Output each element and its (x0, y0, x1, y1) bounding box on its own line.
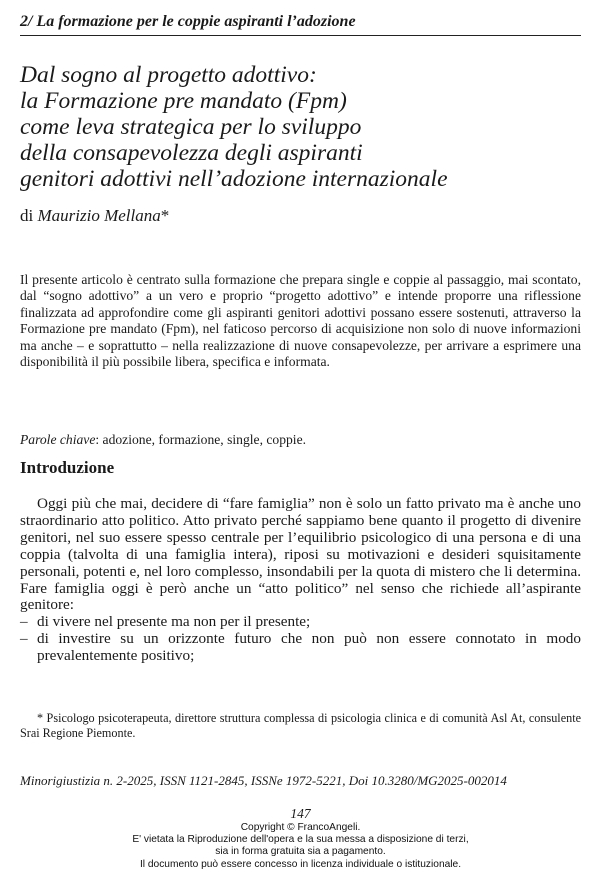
list-dash: – (20, 630, 28, 648)
dash-list (20, 614, 581, 665)
introduction-heading: Introduzione (20, 458, 115, 477)
copyright-line: sia in forma gratuita sia a pagamento. (215, 846, 386, 858)
copyright-line: E' vietata la Riproduzione dell'opera e la sua messa a disposizione di terzi, (132, 834, 469, 846)
list-item (20, 614, 581, 631)
list-item (20, 631, 581, 665)
keywords (20, 432, 581, 448)
copyright-line: Copyright © FrancoAngeli. (240, 822, 361, 833)
introduction-body (20, 496, 581, 665)
keywords-text: : adozione, formazione, single, coppie. (95, 432, 307, 447)
list-item-text: di investire su un orizzonte futuro che non può non essere connotato in modo prevalentemente positivo; (37, 630, 581, 665)
title-line: la Formazione pre mandato (Fpm) (20, 88, 347, 114)
byline (20, 206, 169, 226)
title-line: della consapevolezza degli aspiranti (20, 140, 363, 166)
copyright-line: Il documento può essere concesso in licenza individuale o istituzionale. (139, 858, 462, 870)
body-paragraph: Oggi più che mai, decidere di “fare famiglia” non è solo un fatto privato ma è anche uno straordinario atto politico. Atto privato perché sappiamo bene quanto il progetto di divenire genitori, nel suo essere spesso centrale per l’equilibrio psicologico di una persona e di una coppia (talvolta di una famiglia intera), riposi su motivazioni e desideri squisitamente personali, potenti e, nel loro complesso, insondabili per la quota di mistero che li determina. Fare famiglia oggi è però anche un “atto politico” nel senso che richiede all’aspirante genitore: (20, 495, 581, 614)
footnote-marker: * (160, 206, 170, 225)
keywords-label: Parole chiave (20, 432, 96, 447)
list-dash: – (20, 613, 28, 631)
journal-reference: Minorigiustizia n. 2-2025, ISSN 1121-2845, ISSNe 1972-5221, Doi 10.3280/MG2025-002014 (20, 773, 507, 788)
section-header: 2/ La formazione per le coppie aspiranti l’adozione (20, 12, 581, 36)
title-line: Dal sogno al progetto adottivo: (20, 62, 317, 88)
copyright-notice (20, 822, 581, 871)
byline-prefix: di (20, 206, 34, 225)
author-name: Maurizio Mellana (37, 206, 161, 225)
article-title (20, 62, 581, 192)
page-number: 147 (290, 806, 311, 821)
author-footnote: * Psicologo psicoterapeuta, direttore struttura complessa di psicologia clinica e di comunità Asl At, consulente Srai Regione Piemonte. (20, 711, 581, 740)
title-line: genitori adottivi nell’adozione internazionale (20, 166, 448, 192)
title-line: come leva strategica per lo sviluppo (20, 114, 362, 140)
abstract: Il presente articolo è centrato sulla formazione che prepara single e coppie al passaggio, mai scontato, dal “sogno adottivo” a un vero e proprio “progetto adottivo” e intende proporre una riflessione finalizzata ad approfondire come gli aspiranti genitori adottivi possano essere sostenuti, attraverso la Formazione pre mandato (Fpm), nel faticoso percorso di acquisizione non solo di nuove informazioni ma anche – e soprattutto – nella realizzazione di nuove consapevolezze, per arrivare a esprimere una disponibilità il più possibile libera, specifica e informata. (20, 272, 581, 370)
list-item-text: di vivere nel presente ma non per il presente; (37, 613, 311, 631)
